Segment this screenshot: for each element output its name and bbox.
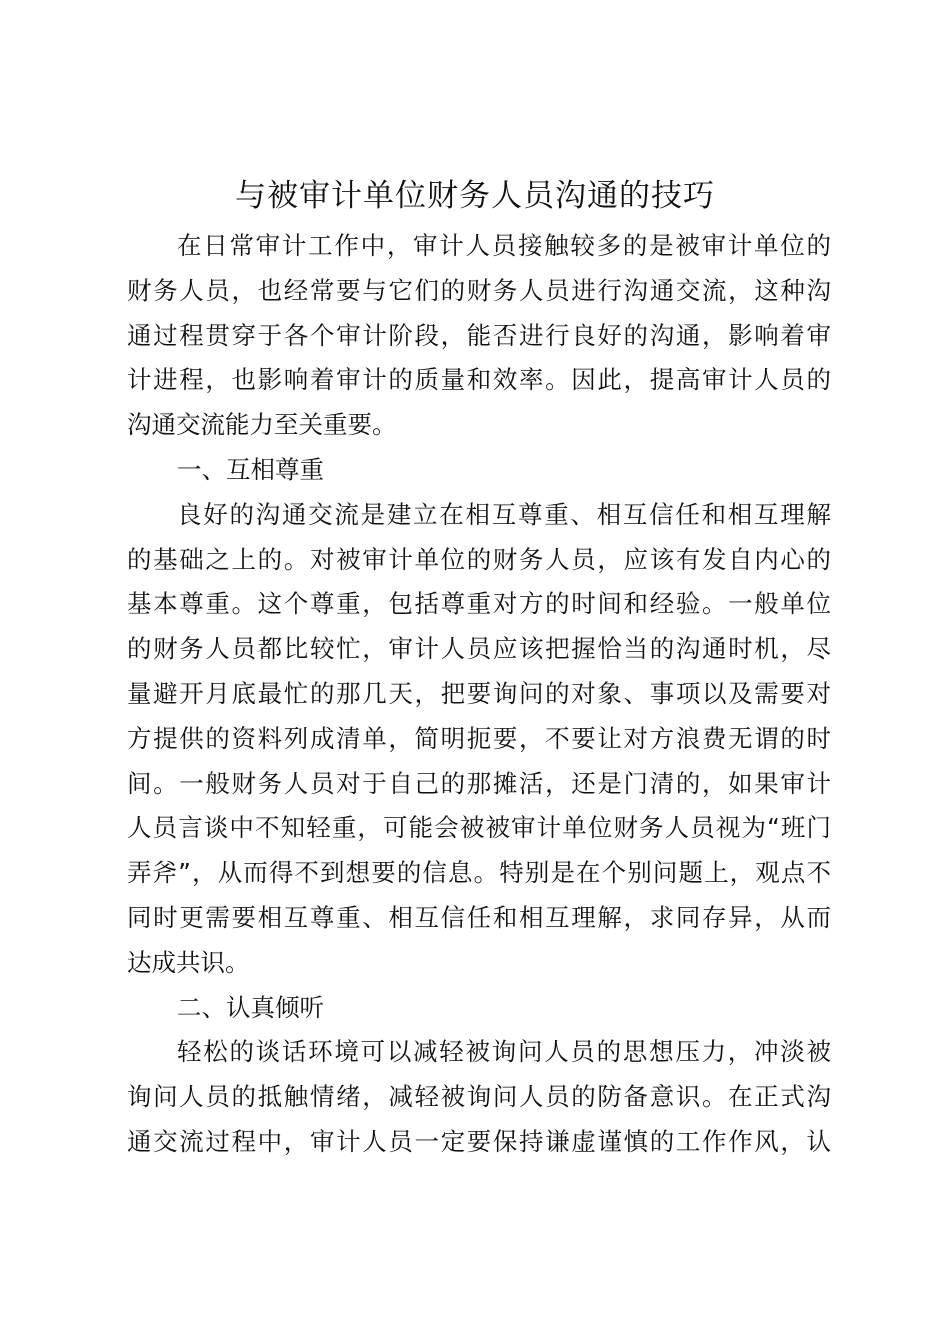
body-line: 人员言谈中不知轻重，可能会被被审计单位财务人员视为“班门 <box>127 813 831 843</box>
body-line: 在日常审计工作中，审计人员接触较多的是被审计单位的 <box>177 231 831 260</box>
body-line: 计进程，也影响着审计的质量和效率。因此，提高审计人员的 <box>127 365 831 395</box>
body-line: 一、互相尊重 <box>177 454 324 484</box>
body-line: 沟通交流能力至关重要。 <box>127 410 397 440</box>
body-line: 的基础之上的。对被审计单位的财务人员，应该有发自内心的 <box>127 544 831 574</box>
body-line: 财务人员，也经常要与它们的财务人员进行沟通交流，这种沟 <box>127 275 831 305</box>
body-line: 同时更需要相互尊重、相互信任和相互理解，求同存异，从而 <box>127 902 831 932</box>
body-line: 询问人员的抵触情绪，减轻被询问人员的防备意识。在正式沟 <box>127 1082 831 1112</box>
body-line: 达成共识。 <box>127 947 250 977</box>
document-body <box>127 224 831 1165</box>
body-line: 基本尊重。这个尊重，包括尊重对方的时间和经验。一般单位 <box>127 589 831 619</box>
document-title: 与被审计单位财务人员沟通的技巧 <box>235 178 715 214</box>
body-line: 良好的沟通交流是建立在相互尊重、相互信任和相互理解 <box>177 499 831 529</box>
body-line: 量避开月底最忙的那几天，把要询问的对象、事项以及需要对 <box>127 678 831 708</box>
body-line: 通交流过程中，审计人员一定要保持谦虚谨慎的工作作风，认 <box>127 1126 831 1156</box>
body-line: 轻松的谈话环境可以减轻被询问人员的思想压力，冲淡被 <box>177 1037 831 1067</box>
body-line: 弄斧”，从而得不到想要的信息。特别是在个别问题上，观点不 <box>127 858 831 888</box>
body-line: 方提供的资料列成清单，简明扼要，不要让对方浪费无谓的时 <box>127 723 831 753</box>
body-line: 间。一般财务人员对于自己的那摊活，还是门清的，如果审计 <box>127 768 831 798</box>
body-line: 的财务人员都比较忙，审计人员应该把握恰当的沟通时机，尽 <box>127 634 831 664</box>
body-line: 二、认真倾听 <box>177 992 324 1022</box>
body-line: 通过程贯穿于各个审计阶段，能否进行良好的沟通，影响着审 <box>127 320 831 350</box>
